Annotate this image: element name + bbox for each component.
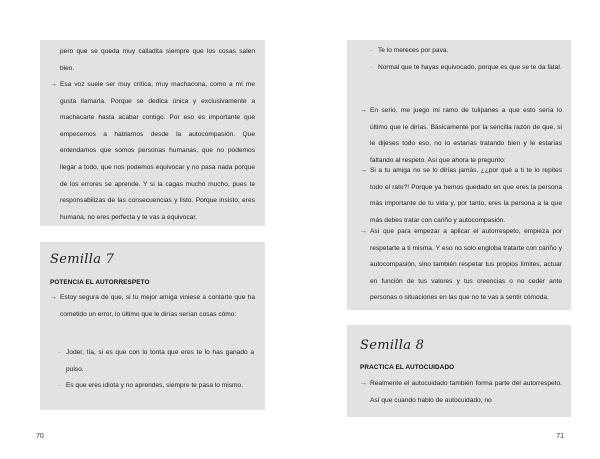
paragraph-autorrespeto: → Así que para empezar a aplicar el autorrespeto, empieza por respetarte a ti misma. Y eso no solo engloba tratarte con cariño y autocompasión, sino también respetar tus propios límites, actuar en función de tus valores y tus creencias o no ceder ante personas o situaciones en las que no te vas a sentir cómoda.: [360, 224, 562, 307]
paragraph-voz: → Esa voz suele ser muy crítica, muy machacona, como a mí me gusta llamarla. Porque se dedica única y exclusivamente a machacarte hasta acabar contigo. Por eso es importante que empecemos a hablarnos desde la autocompasión. Que entendamos que somos personas humanas, que no podemos llegar a todo, que nos podemos equivocar y no pasa nada porque de los errores se aprende. Y si la cagas mucho mucho, pues te responsabilizas de las consecuencias y listo. Porque insisto, eres humana, no eres perfecta y te vas a equivocar.: [50, 77, 255, 226]
arrow-right-icon: →: [360, 107, 367, 114]
seed-subtitle: PRACTICA EL AUTOCUIDADO: [360, 364, 455, 371]
page-number: 70: [36, 433, 44, 440]
arrow-right-icon: →: [360, 167, 367, 174]
bullet-dot-icon: ·: [370, 47, 373, 54]
seed-paragraph: → Realmente el autocuidado también forma parte del autorrespeto. Así que cuando hablo de autocuidado, no: [360, 376, 562, 409]
bullet-item: · Es que eres idiota y no aprendes, siempre te pasa lo mismo.: [58, 378, 254, 395]
bullet-dot-icon: ·: [58, 382, 61, 389]
seed-subtitle: POTENCIA EL AUTORRESPETO: [50, 279, 150, 286]
bullet-dot-icon: ·: [370, 64, 373, 71]
bullet-dot-icon: ·: [58, 349, 61, 356]
page-number: 71: [556, 433, 564, 440]
intro-text: pero que se queda muy calladita siempre que los cosas salen bien.: [60, 48, 255, 72]
arrow-right-icon: →: [50, 294, 57, 301]
bullet-item: · Normal que te hayas equivocado, porque es que se te da fatal.: [370, 60, 562, 77]
paragraph-amiga: → Si a tu amiga no se lo dirías jamás, ¿¿por qué a ti te lo repites todo el rato?! Porque ya hemos quedado en que eres la persona más importante de tu vida y, por tanto, eres la persona a la que más debes tratar con cariño y autocompasión.: [360, 163, 562, 229]
seed-title: Semilla 7: [50, 252, 115, 267]
right-page: [300, 0, 600, 459]
bullet-item: · Te lo mereces por pava.: [370, 43, 562, 60]
paragraph-serio: → En serio, me juego mi ramo de tulipanes a que esto sería lo último que le dirías. Básicamente por la sencilla razón de que, si le dijeses todo eso, no lo estarías tratando bien y le estarías faltando al respeto. Así que ahora te pregunto:: [360, 103, 562, 169]
seed-paragraph: → Estoy segura de que, si tu mejor amiga viniese a contarte que ha cometido un error, lo último que le dirías serían cosas cómo:: [50, 290, 255, 323]
arrow-right-icon: →: [360, 380, 367, 387]
arrow-right-icon: →: [360, 228, 367, 235]
arrow-right-icon: →: [50, 81, 57, 88]
bullet-item: · Joder, tía, si es que con lo tonta que eres te lo has ganado a pulso.: [58, 345, 254, 378]
seed-title: Semilla 8: [360, 338, 425, 353]
